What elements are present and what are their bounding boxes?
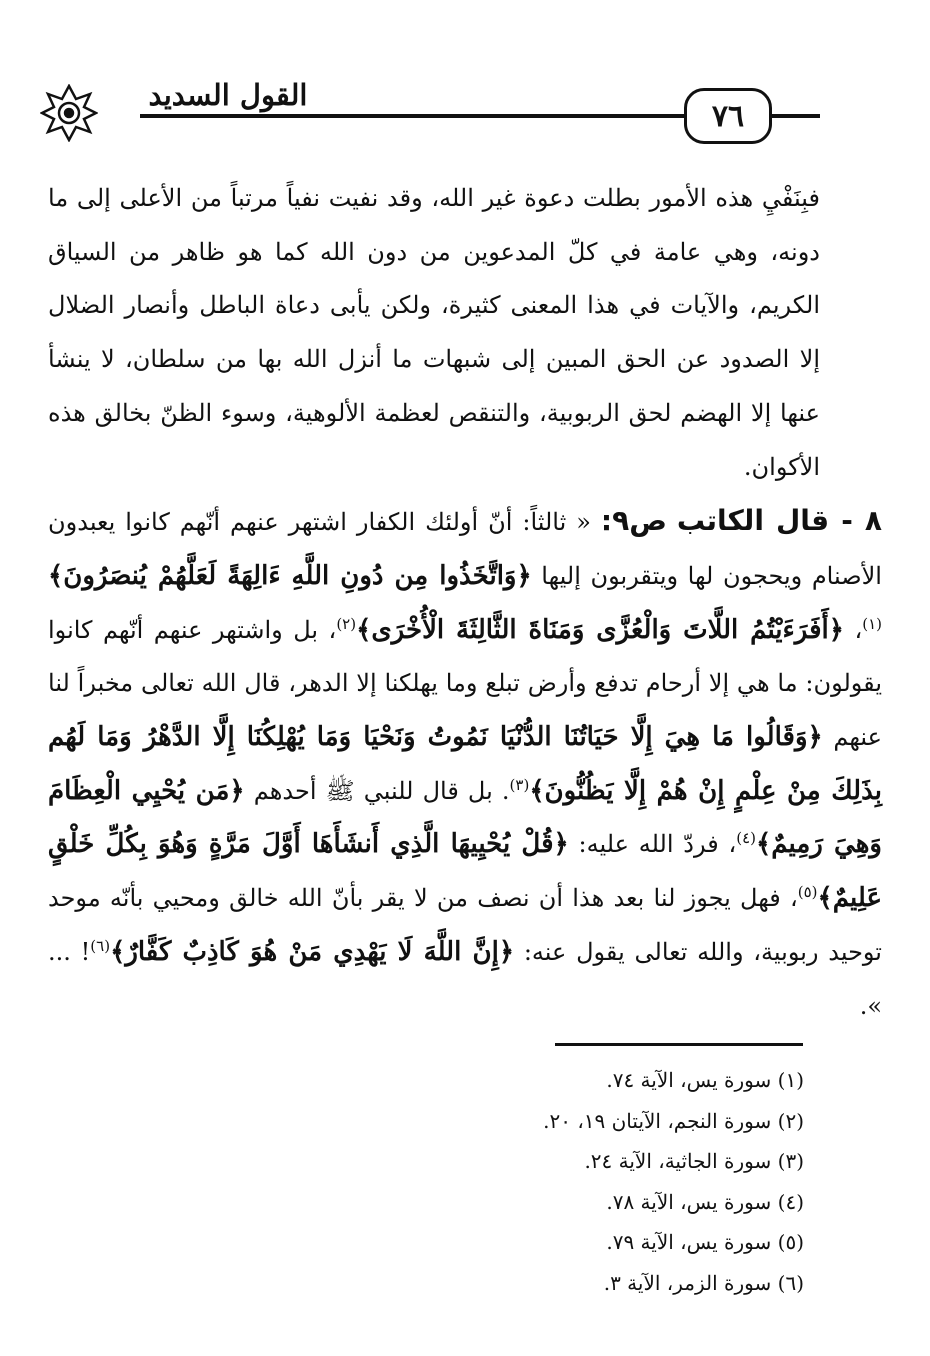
- item-label: ٨ - قال الكاتب: [676, 504, 883, 538]
- text-segment: ! ... ».: [48, 937, 882, 1020]
- footnote-ref: (٤): [736, 829, 756, 848]
- footnote-ref: (٢): [336, 614, 357, 633]
- footnote: (٢) سورة النجم، الآيتان ١٩، ٢٠.: [543, 1108, 804, 1133]
- paragraph-item-8: [48, 494, 882, 1033]
- paragraph: فبِنَفْيِ هذه الأمور بطلت دعوة غير الله، وقد نفيت نفياً مرتباً من الأعلى إلى ما دونه، وهي عامة في كلّ المدعوين من دون الله كما هو ظاهر من السياق الكريم، والآيات في هذا المعنى كثيرة، ولكن يأبى دعاة الباطل وأنصار الضلال إلا الصدود عن الحق المبين إلى شبهات ما أنزل الله بها من سلطان، لا ينشأ عنها إلا الهضم لحق الربوبية، والتنقص لعظمة الألوهية، وسوء الظنّ بخالق هذه الأكوان.: [48, 184, 820, 481]
- page-number: ٧٦: [684, 88, 772, 144]
- footnote-ref: (٣): [509, 775, 530, 794]
- item-page-ref: ص٩:: [600, 504, 667, 538]
- footnote-divider: [555, 1043, 803, 1046]
- quran-verse: ﴿وَاتَّخَذُوا مِن دُونِ اللَّهِ ءَالِهَةً لَعَلَّهُمْ يُنصَرُونَ﴾: [48, 560, 532, 591]
- quran-verse: ﴿إِنَّ اللَّهَ لَا يَهْدِي مَنْ هُوَ كَاذِبٌ كَفَّارٌ﴾: [110, 936, 515, 967]
- footnote: (٦) سورة الزمر، الآية ٣.: [603, 1270, 804, 1295]
- footnotes: [384, 1060, 804, 1304]
- quran-verse: ﴿مَن يُحْيِي الْعِظَامَ وَهِيَ رَمِيمٌ﴾: [48, 775, 882, 860]
- footnote: (١) سورة يس، الآية ٧٤.: [606, 1068, 804, 1092]
- footnote-ref: (١): [862, 614, 882, 633]
- text-segment: ، فردّ الله عليه:: [578, 830, 737, 859]
- footnote: (٤) سورة يس، الآية ٧٨.: [606, 1189, 804, 1214]
- book-title: القول السديد: [108, 78, 348, 112]
- footnote: (٣) سورة الجاثية، الآية ٢٤.: [584, 1149, 804, 1174]
- text-segment: ، بل واشتهر عنهم أنّهم كانوا يقولون: ما هي إلا أرحام تدفع وأرض تبلع وما يهلكنا إلا الدهر، قال الله تعالى مخبراً لنا عنهم: [48, 615, 882, 752]
- footnote: (٥) سورة يس، الآية ٧٩.: [606, 1230, 804, 1255]
- main-text: [48, 172, 882, 1033]
- quran-verse: ﴿قُلْ يُحْيِيهَا الَّذِي أَنشَأَهَا أَوَّلَ مَرَّةٍ وَهُوَ بِكُلِّ خَلْقٍ عَلِيمٌ﴾: [48, 829, 882, 914]
- text-segment: ، فهل يجوز لنا بعد هذا أن نصف من لا يقر بأنّ الله خالق ومحيي بأنّه موحد توحيد ربوبية، والله تعالى يقول عنه:: [48, 884, 882, 966]
- text-segment: ،: [854, 615, 863, 644]
- footnote-ref: (٦): [90, 936, 111, 955]
- footnote-ref: (٥): [797, 883, 818, 902]
- text-segment: . بل قال للنبي ﷺ أحدهم: [253, 776, 510, 805]
- star-ornament-icon: [40, 84, 98, 142]
- quran-verse: ﴿أَفَرَءَيْتُمُ اللَّاتَ وَالْعُزَّى وَمَنَاةَ الثَّالِثَةَ الْأُخْرَى﴾: [356, 614, 844, 645]
- quran-verse: ﴿وَقَالُوا مَا هِيَ إِلَّا حَيَاتُنَا الدُّنْيَا نَمُوتُ وَنَحْيَا وَمَا يُهْلِكُنَا إِلَّا الدَّهْرُ وَمَا لَهُم بِذَلِكَ مِنْ عِلْمٍ إِنْ هُمْ إِلَّا يَظُنُّونَ﴾: [48, 722, 882, 806]
- text-segment: « ثالثاً: أنّ أولئك الكفار اشتهر عنهم أنّهم كانوا يعبدون الأصنام ويحجون لها ويتقربون إليها: [48, 508, 882, 590]
- page-header: [40, 78, 890, 142]
